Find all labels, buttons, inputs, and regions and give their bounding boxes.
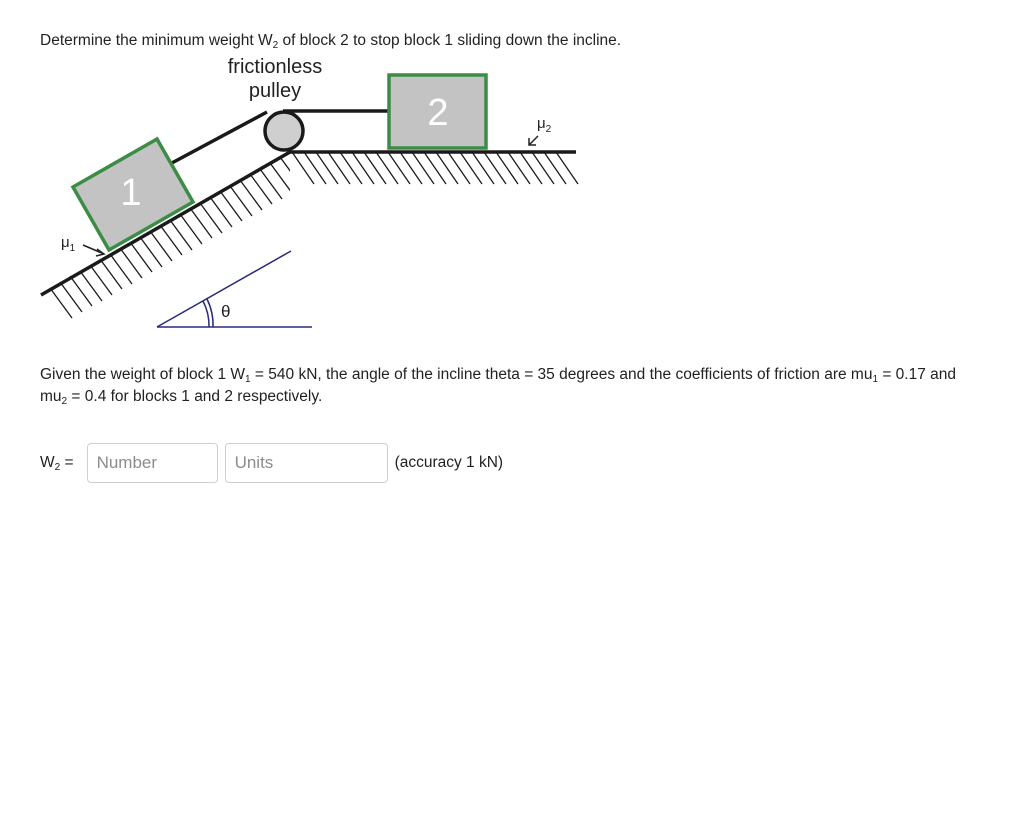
question-suffix: of block 2 to stop block 1 sliding down the incline.	[278, 32, 622, 49]
number-input[interactable]	[87, 443, 218, 483]
mu2-arrow	[529, 136, 538, 145]
answer-row	[40, 443, 503, 483]
answer-label	[40, 454, 74, 472]
angle-indicator	[157, 251, 312, 327]
question-subscript: 2	[272, 40, 279, 51]
mu1-subscript: 1	[69, 243, 76, 254]
incline-pulley-diagram	[0, 0, 620, 345]
question-prefix: Determine the minimum weight W	[40, 32, 273, 49]
given-part-1: Given the weight of block 1 W	[40, 366, 246, 383]
block-2-label: 2	[427, 92, 449, 134]
given-text	[40, 364, 970, 408]
accuracy-note: (accuracy 1 kN)	[394, 454, 504, 471]
given-part-4: = 0.4 for blocks 1 and 2 respectively.	[67, 388, 323, 405]
answer-label-main: W	[40, 454, 55, 471]
given-mu1-subscript: 1	[872, 374, 879, 385]
given-part-2: = 540 kN, the angle of the incline theta = 35 degrees and the coefficients of friction are mu	[250, 366, 873, 383]
pulley-label-line1: frictionless	[227, 56, 323, 78]
given-w1-subscript: 1	[245, 374, 251, 385]
mu2-symbol: μ	[537, 115, 546, 132]
answer-label-subscript: 2	[54, 462, 61, 473]
units-input[interactable]	[225, 443, 388, 483]
mu2-subscript: 2	[545, 124, 552, 135]
flat-hatching	[292, 152, 578, 184]
block-1-label: 1	[120, 172, 142, 214]
pulley-label-line2: pulley	[248, 80, 302, 102]
given-mu2-subscript: 2	[61, 396, 68, 407]
block-2	[389, 75, 486, 148]
block-1	[73, 139, 193, 250]
mu1-arrow	[83, 245, 104, 256]
frictionless-pulley	[265, 112, 303, 150]
mu1-symbol: μ	[61, 234, 70, 251]
answer-label-suffix: =	[60, 454, 74, 471]
angle-theta-label: θ	[221, 302, 231, 321]
given-part-3: = 0.17 and mu	[40, 366, 957, 405]
rope-incline	[170, 112, 267, 164]
mu2-label	[537, 115, 552, 135]
mu1-label	[61, 234, 76, 254]
